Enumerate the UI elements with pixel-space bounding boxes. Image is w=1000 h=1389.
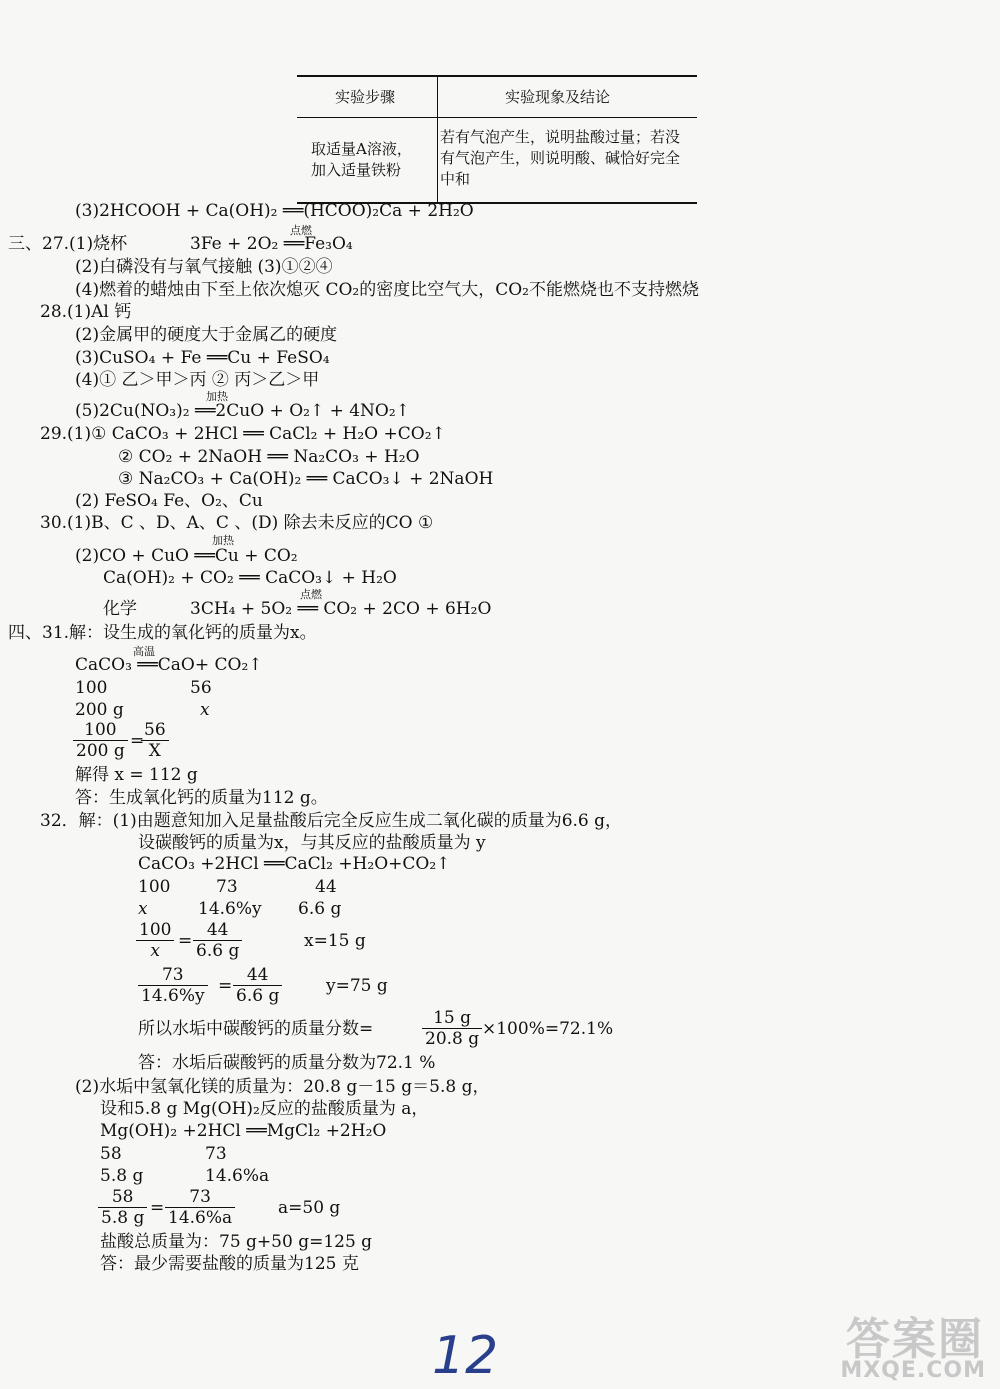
watermark-url: MXQE.COM bbox=[840, 1358, 986, 1383]
answer-32-result-x: x=15 g bbox=[304, 931, 366, 951]
answer-32-mass-1b: 73 bbox=[216, 877, 238, 897]
answer-32-mass-2a: x bbox=[138, 899, 148, 919]
answer-32-2-fraction-right: $\frac{73}{14.6\%a}$ bbox=[165, 1187, 235, 1228]
answer-27-2: (2)白磷没有与氧气接触 (3)①②④ bbox=[75, 257, 333, 277]
equals-sign: = bbox=[218, 976, 233, 996]
answer-32-fraction-1-right: $\frac{44}{6.6 g}$ bbox=[193, 920, 242, 961]
watermark-text: 答案圈 bbox=[846, 1314, 984, 1365]
table-step-line2: 加入适量铁粉 bbox=[311, 161, 402, 179]
answer-32-result-y: y=75 g bbox=[326, 976, 388, 996]
answer-32-fraction-2-right: $\frac{44}{6.6 g}$ bbox=[233, 965, 282, 1006]
condition-high-temp: 高温 bbox=[133, 645, 155, 658]
answer-32-mass-1a: 100 bbox=[138, 877, 171, 897]
experiment-table bbox=[297, 75, 697, 204]
table-result-line2: 有气泡产生，则说明酸、碱恰好完全 bbox=[440, 149, 681, 167]
answer-32-2-total: 盐酸总质量为：75 g+50 g=125 g bbox=[100, 1232, 373, 1252]
answer-28-1: 28.(1)Al 钙 bbox=[40, 302, 132, 322]
answer-27-4: (4)燃着的蜡烛由下至上依次熄灭 CO₂的密度比空气大，CO₂不能燃烧也不支持燃烧 bbox=[75, 280, 700, 300]
answer-30-2: (2)CO + CuO ══Cu + CO₂ bbox=[75, 546, 298, 566]
table-header-divider bbox=[297, 117, 697, 118]
answer-31-fraction-right: $\frac{56}{X}$ bbox=[141, 720, 169, 761]
table-result-line3: 中和 bbox=[440, 170, 471, 188]
answer-32-fraction-2-left: $\frac{73}{14.6\%y}$ bbox=[138, 965, 208, 1006]
answer-32-title: 32．解：(1)由题意知加入足量盐酸后完全反应生成二氧化碳的质量为6.6 g， bbox=[40, 811, 623, 831]
condition-heat: 加热 bbox=[206, 390, 228, 403]
answer-31-solution: 解得 x = 112 g bbox=[75, 765, 198, 785]
answer-32-mass-2b: 14.6%y bbox=[198, 899, 262, 919]
answer-32-2-mass-2a: 5.8 g bbox=[100, 1166, 144, 1186]
answer-30-1: 30.(1)B、C 、D、A、C 、(D) 除去未反应的CO ① bbox=[40, 513, 434, 533]
answer-32-mass-fraction: $\frac{15 g}{20.8 g}$ bbox=[422, 1008, 482, 1049]
watermark-logo bbox=[824, 1303, 994, 1383]
condition-heat-2: 加热 bbox=[212, 534, 234, 547]
condition-ignite: 点燃 bbox=[290, 224, 312, 237]
answer-26-3: (3)2HCOOH + Ca(OH)₂ ══(HCOO)₂Ca + 2H₂O bbox=[75, 201, 474, 221]
answer-28-3: (3)CuSO₄ + Fe ══Cu + FeSO₄ bbox=[75, 348, 330, 368]
equals-sign: = bbox=[130, 731, 145, 751]
answer-32-2-a: (2)水垢中氢氧化镁的质量为：20.8 g－15 g＝5.8 g， bbox=[75, 1077, 490, 1097]
answer-30-4-label: 化学 bbox=[103, 599, 137, 619]
answer-32-2-equation: Mg(OH)₂ +2HCl ══MgCl₂ +2H₂O bbox=[100, 1121, 387, 1141]
answer-32-2-mass-2b: 14.6%a bbox=[205, 1166, 270, 1186]
answer-32-2-mass-1b: 73 bbox=[205, 1144, 227, 1164]
answer-32-fraction-tail: ×100%=72.1% bbox=[482, 1019, 614, 1039]
answer-32-setup: 设碳酸钙的质量为x，与其反应的盐酸质量为 y bbox=[138, 833, 486, 853]
answer-29-1: 29.(1)① CaCO₃ + 2HCl ══ CaCl₂ + H₂O +CO₂↑ bbox=[40, 424, 446, 444]
answer-27-1-equation: 3Fe + 2O₂ ══Fe₃O₄ bbox=[190, 234, 353, 254]
answer-32-2-b: 设和5.8 g Mg(OH)₂反应的盐酸质量为 a， bbox=[100, 1099, 429, 1119]
answer-29-3: ③ Na₂CO₃ + Ca(OH)₂ ══ CaCO₃↓ + 2NaOH bbox=[118, 469, 494, 489]
answer-31-answer: 答：生成氧化钙的质量为112 g。 bbox=[75, 788, 328, 808]
answer-28-4: (4)① 乙＞甲＞丙 ② 丙＞乙＞甲 bbox=[75, 370, 320, 390]
answer-31-fraction-left: $\frac{100}{200 g}$ bbox=[73, 720, 128, 761]
answer-32-2-mass-1a: 58 bbox=[100, 1144, 122, 1164]
table-header-result: 实验现象及结论 bbox=[505, 88, 611, 106]
answer-31-mass-2b: x bbox=[200, 700, 210, 720]
answer-32-equation: CaCO₃ +2HCl ══CaCl₂ +H₂O+CO₂↑ bbox=[138, 854, 451, 874]
table-header-step: 实验步骤 bbox=[335, 88, 396, 106]
answer-32-fraction-text: 所以水垢中碳酸钙的质量分数= bbox=[138, 1019, 374, 1039]
table-column-divider bbox=[437, 77, 438, 202]
equals-sign: = bbox=[178, 931, 193, 951]
answer-31-mass-1b: 56 bbox=[190, 678, 212, 698]
answer-31-equation: CaCO₃ ══CaO+ CO₂↑ bbox=[75, 655, 263, 675]
answer-29-2: ② CO₂ + 2NaOH ══ Na₂CO₃ + H₂O bbox=[118, 447, 420, 467]
answer-32-mass-1c: 44 bbox=[315, 877, 337, 897]
equals-sign: = bbox=[150, 1198, 165, 1218]
answer-32-fraction-1-left: $\frac{100}{x}$ bbox=[136, 920, 174, 961]
answer-30-3: Ca(OH)₂ + CO₂ ══ CaCO₃↓ + H₂O bbox=[103, 568, 397, 588]
answer-32-2-answer: 答：最少需要盐酸的质量为125 克 bbox=[100, 1254, 359, 1274]
answer-29-4: (2) FeSO₄ Fe、O₂、Cu bbox=[75, 491, 263, 511]
answer-32-answer-1: 答：水垢后碳酸钙的质量分数为72.1 % bbox=[138, 1053, 436, 1073]
answer-31-title: 四、31.解：设生成的氧化钙的质量为x。 bbox=[8, 623, 317, 643]
table-result-line1: 若有气泡产生，说明盐酸过量；若没 bbox=[440, 128, 681, 146]
answer-32-2-fraction-left: $\frac{58}{5.8 g}$ bbox=[98, 1187, 147, 1228]
answer-32-2-result-a: a=50 g bbox=[278, 1198, 341, 1218]
answer-32-mass-2c: 6.6 g bbox=[298, 899, 342, 919]
answer-31-mass-2a: 200 g bbox=[75, 700, 124, 720]
answer-31-mass-1a: 100 bbox=[75, 678, 108, 698]
page-number: 12 bbox=[432, 1326, 499, 1386]
condition-ignite-2: 点燃 bbox=[300, 588, 322, 601]
answer-28-2: (2)金属甲的硬度大于金属乙的硬度 bbox=[75, 325, 338, 345]
answer-30-4-equation: 3CH₄ + 5O₂ ══ CO₂ + 2CO + 6H₂O bbox=[190, 599, 492, 619]
answer-28-5: (5)2Cu(NO₃)₂ ══2CuO + O₂↑ + 4NO₂↑ bbox=[75, 401, 410, 421]
answer-27-1: 三、27.(1)烧杯 bbox=[8, 234, 128, 254]
table-step-line1: 取适量A溶液， bbox=[311, 140, 412, 158]
